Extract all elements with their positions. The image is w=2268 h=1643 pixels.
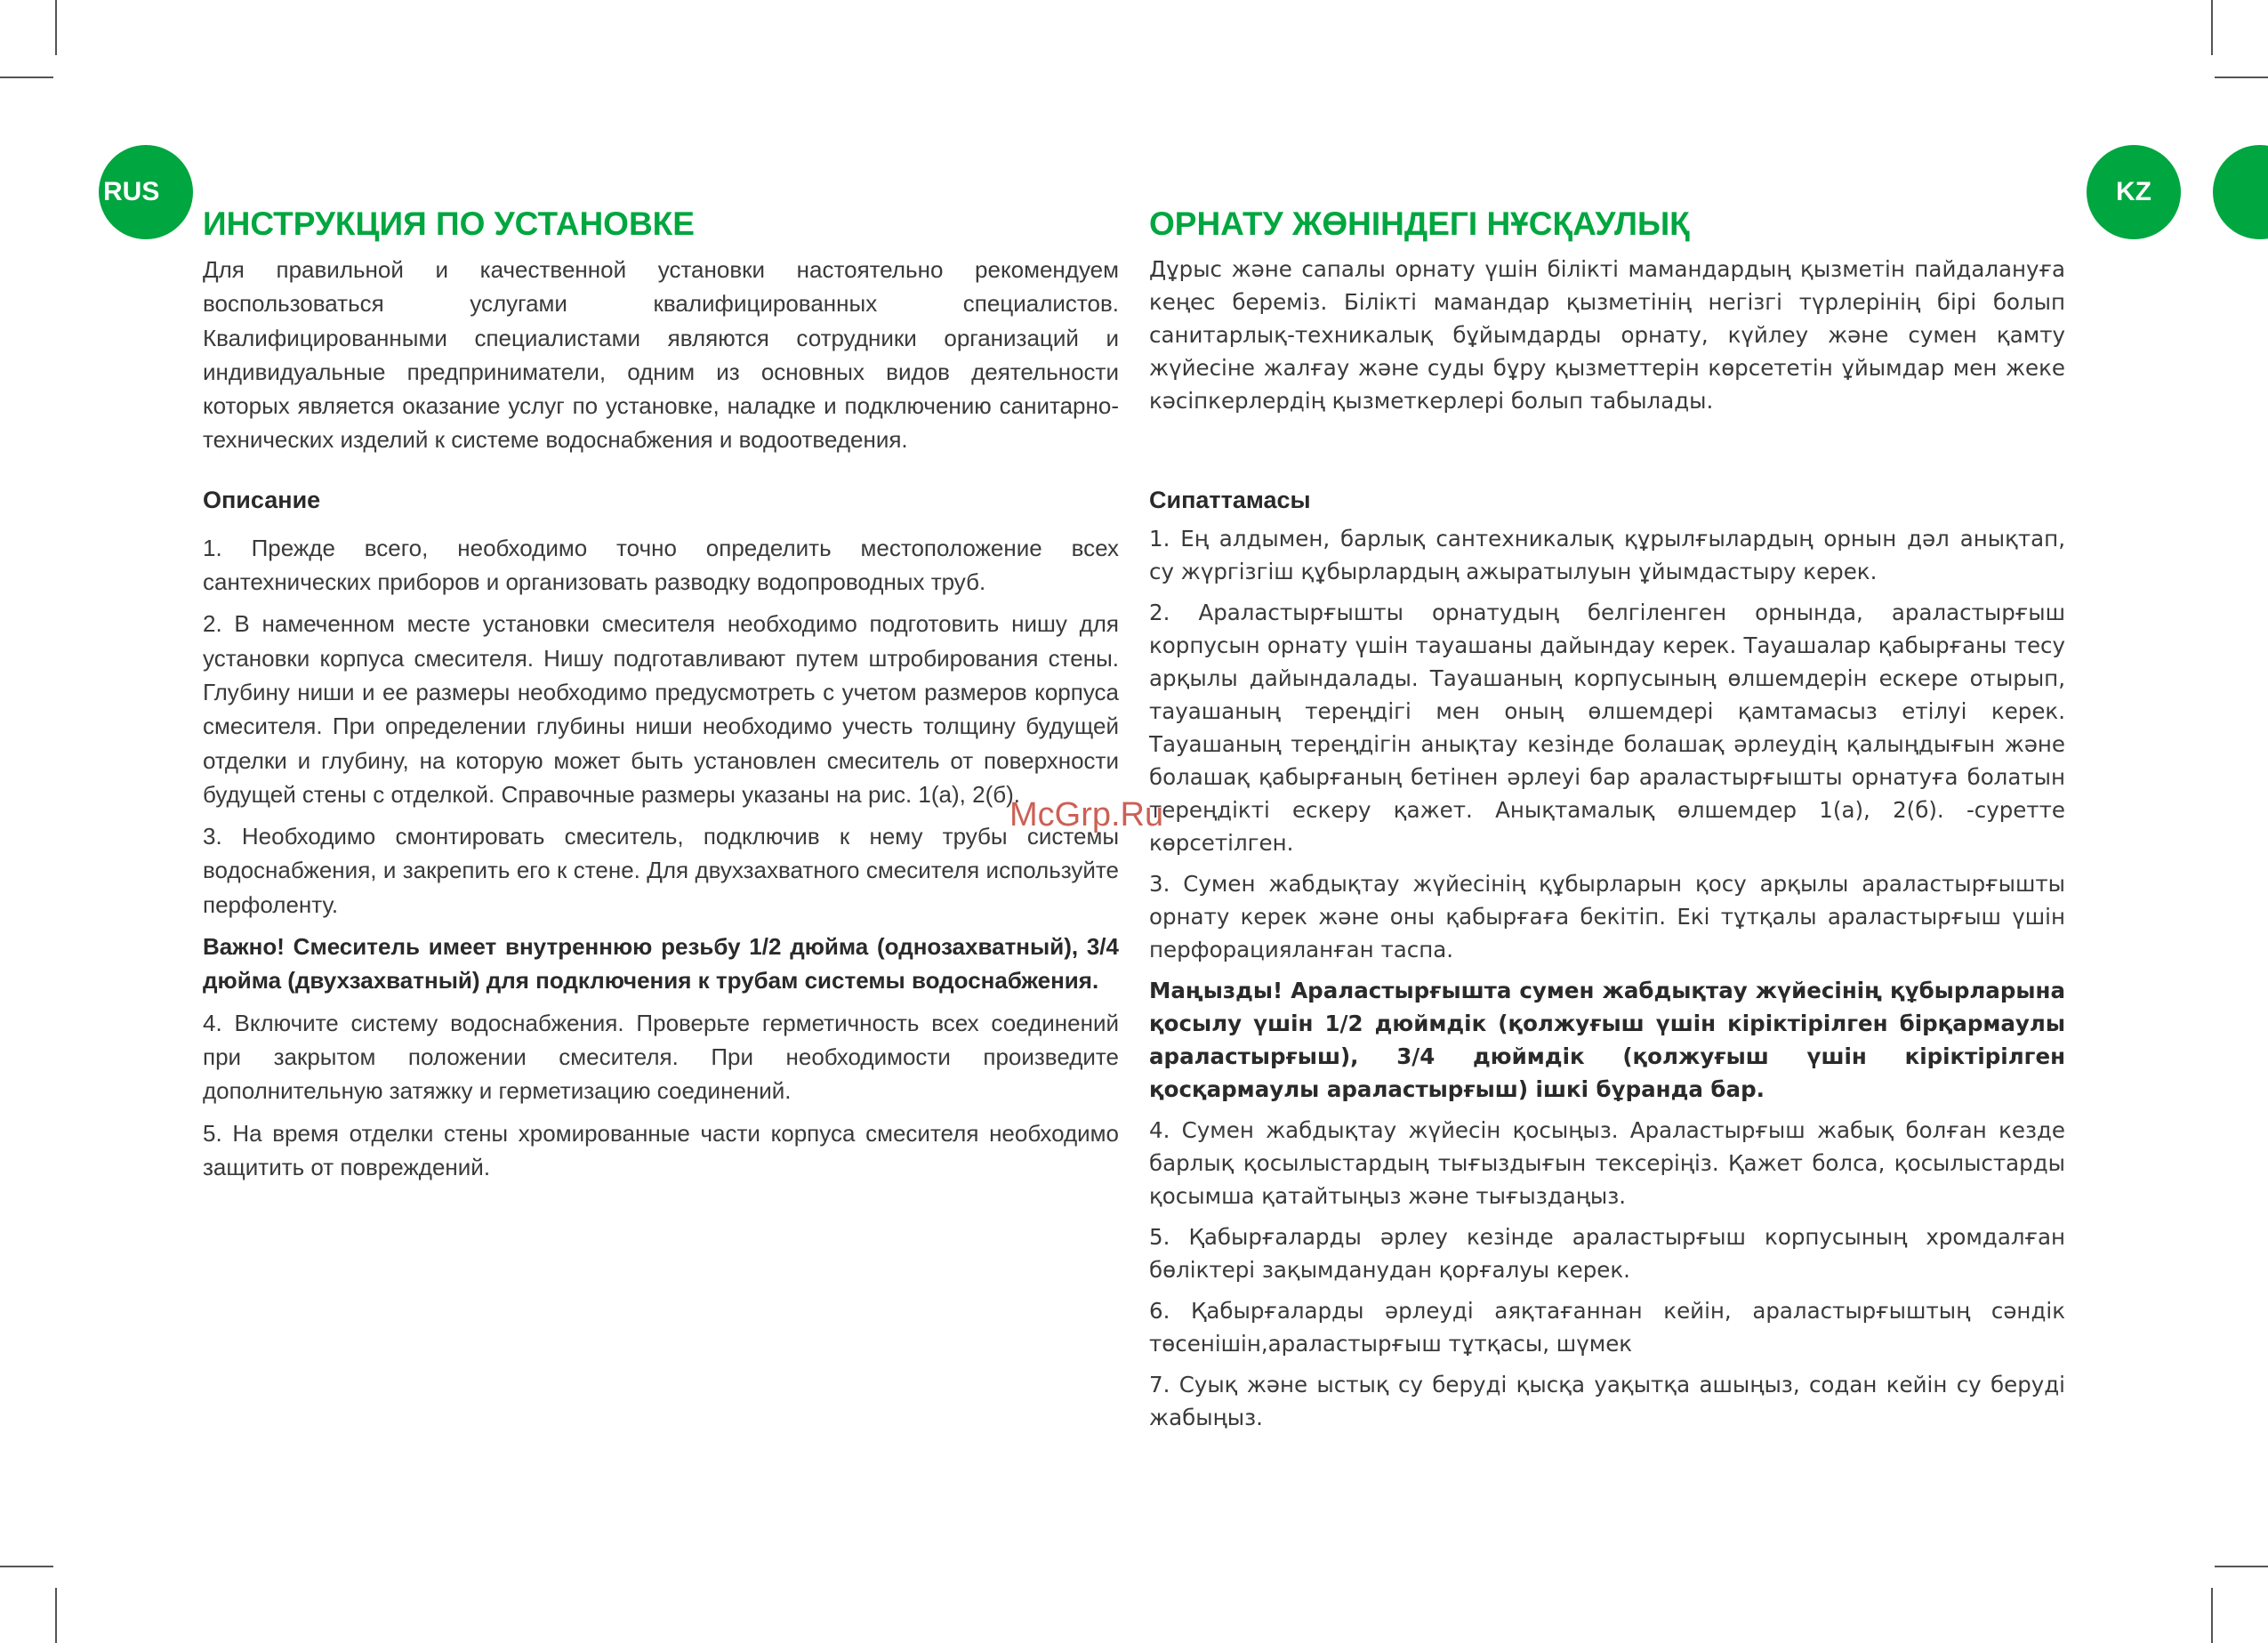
crop-mark <box>2215 77 2268 78</box>
rus-step-2: 2. В намеченном месте установки смесителя необходимо подготовить нишу для установки корпуса смесителя. Нишу подготавливают путем штробирования стены. Глубину ниши и ее размеры необходимо предусмотреть с учетом размеров корпуса смесителя. При определении глубины ниши необходимо учесть толщину будущей отделки и глубину, на которую может быть установлен смеситель от поверхности будущей стены с отделкой. Справочные размеры указаны на рис. 1(а), 2(б). <box>203 610 1119 808</box>
rus-important-note: Важно! Смеситель имеет внутреннюю резьбу 1/2 дюйма (однозахватный), 3/4 дюйма (двухзахватный) для подключения к трубам системы водоснабжения. <box>203 933 1119 995</box>
kz-section-heading: Сипаттамасы <box>1149 487 1311 513</box>
kz-step-3: 3. Сумен жабдықтау жүйесінің құбырларын қосу арқылы араластырғышты орнату керек және оны қабырғаға бекітіп. Екі тұтқалы араластырғыш үшін перфорацияланған таспа. <box>1149 871 2065 962</box>
crop-mark <box>0 1566 53 1567</box>
edge-circle-decoration <box>2213 145 2268 239</box>
rus-step-3: 3. Необходимо смонтировать смеситель, подключив к нему трубы системы водоснабжения, и закрепить его к стене. Для двухзахватного смесителя используйте перфоленту. <box>203 823 1119 918</box>
language-badge-rus: RUS <box>99 145 193 239</box>
rus-step-5: 5. На время отделки стены хромированные части корпуса смесителя необходимо защитить от повреждений. <box>203 1119 1119 1180</box>
kz-step-5: 5. Қабырғаларды әрлеу кезінде араластырғыш корпусының хромдалған бөліктері зақымданудан қорғалуы керек. <box>1149 1224 2065 1283</box>
kz-intro: Дұрыс және сапалы орнату үшін білікті мамандардың қызметін пайдалануға кеңес береміз. Білікті мамандар қызметінің негізгі түрлерінің бірі болып санитарлық-техникалық бұйымдарды орнату, күйлеу және сумен қамту жүйесіне жалғау және суды бұру қызметтерін көрсететін ұйымдар мен жеке кәсіпкерлердің қызметкерлері болып табылады. <box>1149 256 2065 414</box>
rus-section-heading: Описание <box>203 486 321 513</box>
crop-mark <box>0 77 53 78</box>
kz-step-1: 1. Ең алдымен, барлық сантехникалық құрылғылардың орнын дәл анықтап, су жүргізгіш құбырлардың ажыратылуын ұйымдастыру керек. <box>1149 526 2065 584</box>
kz-step-6: 6. Қабырғаларды әрлеуді аяқтағаннан кейін, араластырғыштың сәндік төсенішін,араластырғыш тұтқасы, шүмек <box>1149 1298 2065 1357</box>
rus-step-1: 1. Прежде всего, необходимо точно определить местоположение всех сантехнических приборов и организовать разводку водопроводных труб. <box>203 534 1119 596</box>
rus-title: ИНСТРУКЦИЯ ПО УСТАНОВКЕ <box>203 205 695 242</box>
watermark: McGrp.Ru <box>1009 796 1164 834</box>
kz-step-4: 4. Сумен жабдықтау жүйесін қосыңыз. Араластырғыш жабық болған кезде барлық қосылыстардың тығыздығын тексеріңіз. Қажет болса, қосылыстарды қосымша қатайтыңыз және тығыздаңыз. <box>1149 1117 2065 1209</box>
language-badge-kz: KZ <box>2087 145 2181 239</box>
kz-step-2: 2. Араластырғышты орнатудың белгіленген орнында, араластырғыш корпусын орнату үшін тауашаны дайындау керек. Тауашалар қабырғаны тесу арқылы дайындалады. Тауашаның корпусының өлшемдерін ескере отырып, тауашаның тереңдігі мен оның өлшемдері қамтамасыз етілуі керек. Тауашаның тереңдігін анықтау кезінде болашақ әрлеудің қалыңдығын және болашақ қабырғаның бетінен әрлеуі бар араластырғышты орнатуға болатын тереңдікті ескеру қажет. Анықтамалық өлшемдер 1(а), 2(б). -суретте көрсетілген. <box>1149 600 2065 856</box>
crop-mark <box>2211 0 2213 55</box>
rus-column <box>203 203 1119 1184</box>
crop-mark <box>2211 1588 2213 1643</box>
rus-intro: Для правильной и качественной установки настоятельно рекомендуем воспользоваться услугами квалифицированных специалистов. Квалифицированными специалистами являются сотрудники организаций и индивидуальные предприниматели, одним из основных видов деятельности которых является оказание услуг по установке, наладке и подключению санитарно-технических изделий к системе водоснабжения и водоотведения. <box>203 256 1119 454</box>
rus-step-4: 4. Включите систему водоснабжения. Проверьте герметичность всех соединений при закрытом положении смесителя. При необходимости произведите дополнительную затяжку и герметизацию соединений. <box>203 1009 1119 1105</box>
crop-mark <box>55 0 57 55</box>
kz-title: ОРНАТУ ЖӨНІНДЕГІ НҰСҚАУЛЫҚ <box>1149 205 1690 242</box>
kz-column <box>1149 203 2065 1434</box>
kz-important-note: Маңызды! Араластырғышта сумен жабдықтау жүйесінің құбырларына қосылу үшін 1/2 дюймдік (қолжуғыш үшін кіріктірілген бірқармаулы араластырғыш), 3/4 дюймдік (қолжуғыш үшін кіріктірілген қосқармаулы араластырғыш) ішкі бұранда бар. <box>1149 978 2065 1102</box>
crop-mark <box>55 1588 57 1643</box>
crop-mark <box>2215 1566 2268 1567</box>
kz-step-7: 7. Суық және ыстық су беруді қысқа уақытқа ашыңыз, содан кейін су беруді жабыңыз. <box>1149 1372 2065 1430</box>
